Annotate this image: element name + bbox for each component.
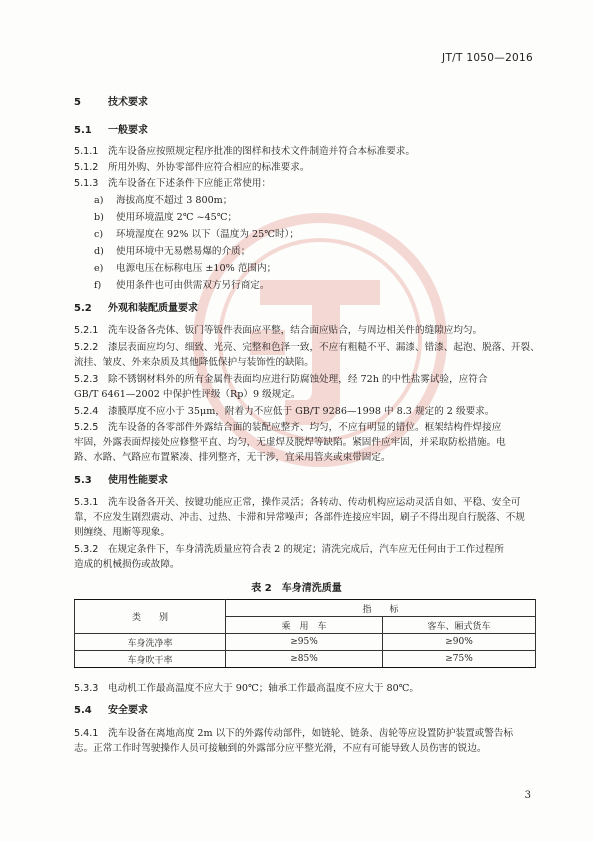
clause-text-continued: 则缠绕、甩断等现象。: [74, 527, 170, 538]
clause-text-continued: 造成的机械损伤或故障。: [74, 559, 180, 570]
list-text: 使用环境中无易燃易爆的介质；: [116, 246, 251, 257]
row-value: ≥90%: [383, 634, 536, 651]
list-marker: f): [94, 280, 102, 291]
section-title: 安全要求: [108, 705, 148, 716]
clause-text: 在规定条件下，车身清洗质量应符合表 2 的规定；清洗完成后，汽车应无任何由于工作过程所: [108, 544, 504, 555]
clause-text-continued: 流挂、皱皮、外来杂质及其他降低保护与装饰性的缺陷。: [74, 357, 314, 368]
clause-text-continued: 靠，不应发生剧烈震动、冲击、过热、卡滞和异常噪声；各部件连接应牢固，刷子不得出现自行脱落、不规: [74, 512, 525, 523]
clause-number: 5.3.2: [74, 544, 99, 555]
clause-text: 洗车设备在离地高度 2m 以下的外露传动部件，如链轮、链条、齿轮等应设置防护装置或警告标: [108, 728, 514, 739]
list-marker: e): [94, 263, 104, 274]
header-passenger-car: 乘 用 车: [226, 617, 383, 634]
section-number: 5.1: [74, 125, 92, 136]
list-text: 环境湿度在 92% 以下（温度为 25℃时）；: [116, 229, 299, 240]
list-text: 使用环境温度 2℃ ~45℃；: [116, 212, 238, 223]
header-index: 指 标: [226, 600, 536, 617]
clause-text: 洗车设备在下述条件下应能正常使用：: [108, 178, 272, 189]
list-text: 海拔高度不超过 3 800m；: [116, 195, 233, 206]
row-value: ≥75%: [383, 651, 536, 668]
table-2: [74, 599, 536, 668]
clause-5-3-2: [74, 543, 504, 556]
section-title: 外观和装配质量要求: [108, 303, 198, 314]
section-5-heading: [74, 96, 148, 109]
clause-5-1-2: [74, 161, 309, 174]
list-marker: b): [94, 212, 104, 223]
section-title: 技术要求: [108, 97, 148, 108]
clause-text: 洗车设备各壳体、钣门等钣件表面应平整，结合面应贴合，与周边相关件的缝隙应均匀。: [108, 325, 483, 336]
clause-number: 5.2.5: [74, 422, 99, 433]
clause-text: 洗车设备应按照规定程序批准的图样和技术文件制造并符合本标准要求。: [108, 146, 415, 157]
clause-number: 5.2.1: [74, 325, 99, 336]
clause-text-continued: GB/T 6461—2002 中保护性评级（Rp）9 级规定。: [74, 389, 301, 400]
header-category: 类 别: [75, 600, 226, 634]
section-number: 5.3: [74, 475, 92, 486]
clause-text-continued: 志。正常工作时驾驶操作人员可接触到的外露部分应平整光滑，不应有可能导致人员伤害的锐边。: [74, 743, 487, 754]
clause-5-3-3: [74, 682, 419, 695]
clause-5-2-1: [74, 324, 482, 337]
clause-5-1-1: [74, 145, 415, 158]
clause-5-3-1: [74, 496, 521, 509]
clause-number: 5.4.1: [74, 728, 99, 739]
header-bus-van: 客车、厢式货车: [383, 617, 536, 634]
clause-5-1-3: [74, 177, 271, 190]
row-label: 车身洗净率: [75, 634, 226, 651]
list-item: [94, 245, 250, 258]
list-marker: c): [94, 229, 104, 240]
row-value: ≥85%: [226, 651, 383, 668]
list-text: 电源电压在标称电压 ±10% 范围内；: [116, 263, 277, 274]
clause-text: 洗车设备的各零部件外露结合面的装配应整齐、均匀，不应有明显的错位。框架结构件焊接应: [108, 422, 502, 433]
clause-text: 漆层表面应均匀、细致、光亮、完整和色泽一致，不应有粗糙不平、漏漆、错漆、起泡、脱落、开裂、: [108, 342, 540, 353]
table-row: [75, 634, 536, 651]
list-item: [94, 194, 232, 207]
clause-text: 所用外购、外协零部件应符合相应的标准要求。: [108, 162, 310, 173]
clause-number: 5.1.3: [74, 178, 99, 189]
list-text: 使用条件也可由供需双方另行商定。: [116, 280, 270, 291]
section-5-4-heading: [74, 704, 148, 717]
clause-text-continued: 路、水路、气路应布置紧凑、排列整齐，无干涉，宜采用管夹或束带固定。: [74, 452, 391, 463]
clause-number: 5.2.3: [74, 374, 99, 385]
list-item: [94, 279, 270, 292]
document-code: JT/T 1050—2016: [442, 52, 533, 64]
clause-number: 5.1.2: [74, 162, 99, 173]
section-5-3-heading: [74, 474, 168, 487]
section-5-1-heading: [74, 124, 148, 137]
clause-text: 电动机工作最高温度不应大于 90℃；轴承工作最高温度不应大于 80℃。: [108, 683, 420, 694]
page-number: 3: [524, 790, 531, 801]
clause-text: 洗车设备各开关、按键功能应正常，操作灵活；各转动、传动机构应运动灵活自如、平稳、安全可: [108, 497, 521, 508]
section-number: 5: [74, 97, 81, 108]
clause-number: 5.2.4: [74, 406, 99, 417]
clause-text: 漆膜厚度不应小于 35μm，附着力不应低于 GB/T 9286—1998 中 8.3 规定的 2 级要求。: [108, 406, 495, 417]
clause-number: 5.3.1: [74, 497, 99, 508]
table-2-title: 表 2 车身清洗质量: [251, 583, 342, 594]
section-number: 5.2: [74, 303, 92, 314]
clause-number: 5.1.1: [74, 146, 99, 157]
list-marker: a): [94, 195, 104, 206]
clause-5-2-4: [74, 405, 494, 418]
section-title: 使用性能要求: [108, 475, 168, 486]
clause-5-4-1: [74, 727, 513, 740]
row-label: 车身吹干率: [75, 651, 226, 668]
clause-number: 5.3.3: [74, 683, 99, 694]
list-marker: d): [94, 246, 104, 257]
list-item: [94, 228, 299, 241]
clause-number: 5.2.2: [74, 342, 99, 353]
row-value: ≥95%: [226, 634, 383, 651]
clause-text-continued: 牢固，外露表面焊接处应修整平直、均匀，无虚焊及脱焊等缺陷。紧固件应牢固，并采取防松措施。电: [74, 437, 506, 448]
section-5-2-heading: [74, 302, 198, 315]
section-title: 一般要求: [108, 125, 148, 136]
list-item: [94, 262, 276, 275]
list-item: [94, 211, 237, 224]
clause-text: 除不锈钢材料外的所有金属件表面均应进行防腐蚀处理，经 72h 的中性盐雾试验，应符合: [108, 374, 488, 385]
table-row: [75, 651, 536, 668]
section-number: 5.4: [74, 705, 92, 716]
clause-5-2-3: [74, 373, 487, 386]
clause-5-2-2: [74, 341, 540, 354]
clause-5-2-5: [74, 421, 501, 434]
